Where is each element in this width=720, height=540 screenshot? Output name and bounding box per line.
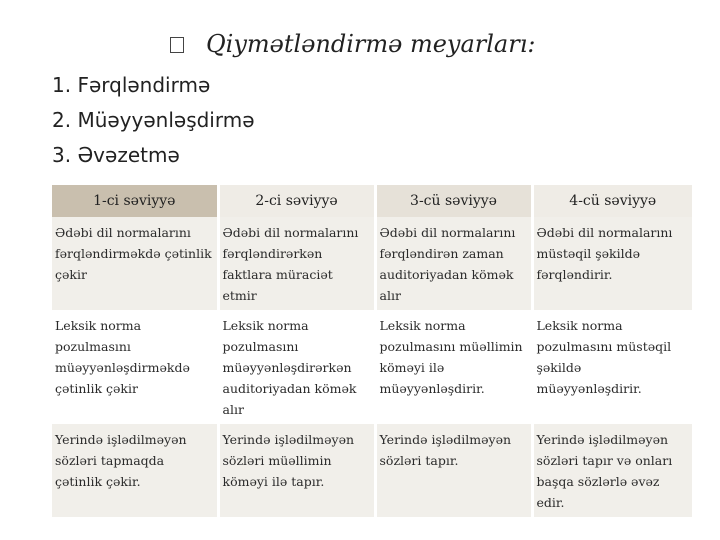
slide-title: Qiymətləndirmə meyarları: — [206, 30, 536, 58]
title-row — [170, 24, 690, 64]
table-cell: Leksik norma pozulmasını müstəqil şəkildə müəyyənləşdirir. — [532, 310, 692, 424]
criteria-list — [52, 68, 255, 173]
table-cell: Yerində işlədilməyən sözləri müəllimin köməyi ilə tapır. — [218, 424, 375, 517]
table-cell: Ədəbi dil normalarını fərqləndirərkən faktlara müraciət etmir — [218, 217, 375, 310]
header-level-2: 2-ci səviyyə — [218, 185, 375, 217]
table-header-row — [52, 185, 692, 217]
table-cell: Ədəbi dil normalarını müstəqil şəkildə fərqləndirir. — [532, 217, 692, 310]
table-cell: Ədəbi dil normalarını fərqləndirməkdə çətinlik çəkir — [52, 217, 218, 310]
table-cell: Yerində işlədilməyən sözləri tapır. — [375, 424, 532, 517]
table-cell: Ədəbi dil normalarını fərqləndirən zaman auditoriyadan kömək alır — [375, 217, 532, 310]
table-cell: Leksik norma pozulmasını müəyyənləşdirməkdə çətinlik çəkir — [52, 310, 218, 424]
header-level-1: 1-ci səviyyə — [52, 185, 218, 217]
header-level-3: 3-cü səviyyə — [375, 185, 532, 217]
levels-table — [52, 185, 692, 517]
table-cell: Leksik norma pozulmasını müəyyənləşdirərkən auditoriyadan kömək alır — [218, 310, 375, 424]
list-item: 3. Əvəzetmə — [52, 143, 180, 167]
list-item: 2. Müəyyənləşdirmə — [52, 108, 255, 132]
table-cell: Yerində işlədilməyən sözləri tapır və onları başqa sözlərlə əvəz edir. — [532, 424, 692, 517]
list-item: 1. Fərqləndirmə — [52, 73, 211, 97]
bullet-box-icon — [170, 37, 184, 53]
table-row — [52, 310, 692, 424]
table-cell: Leksik norma pozulmasını müəllimin köməyi ilə müəyyənləşdirir. — [375, 310, 532, 424]
table-row — [52, 424, 692, 517]
table-row — [52, 217, 692, 310]
table-cell: Yerində işlədilməyən sözləri tapmaqda çətinlik çəkir. — [52, 424, 218, 517]
header-level-4: 4-cü səviyyə — [532, 185, 692, 217]
